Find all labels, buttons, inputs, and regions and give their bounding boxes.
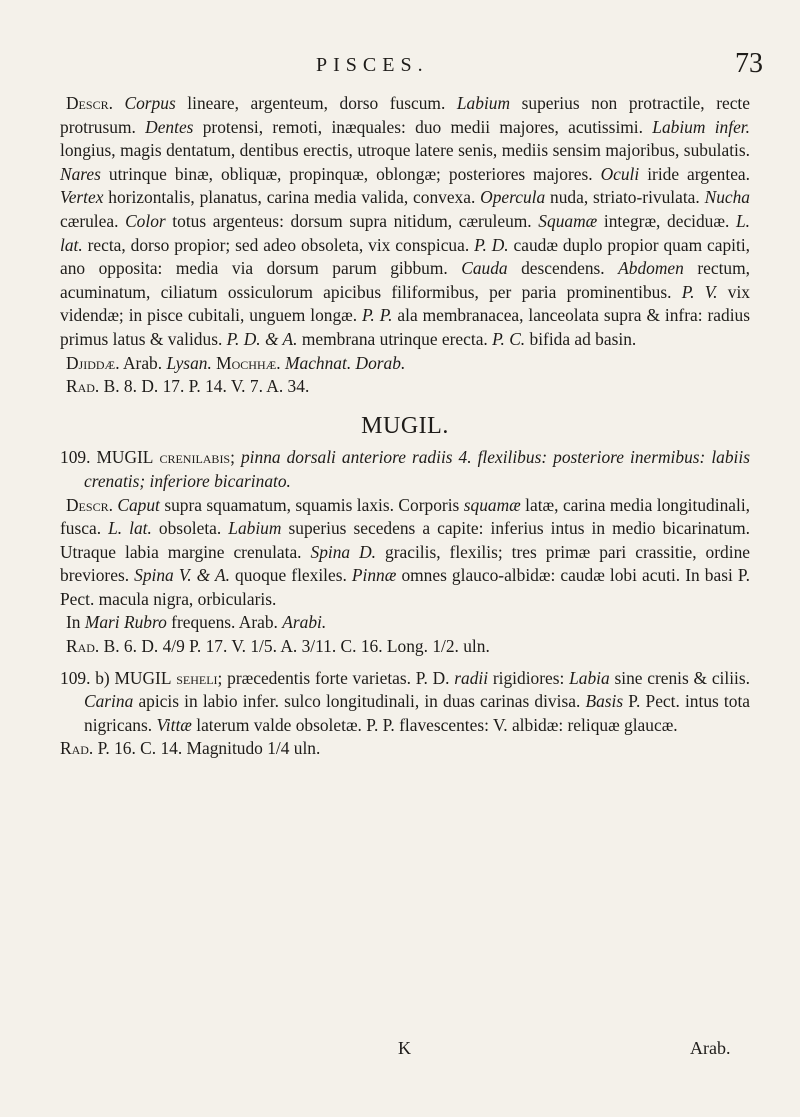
vernacular-name: Arabi. bbox=[282, 612, 327, 633]
species-entry bbox=[60, 446, 750, 493]
section-label: Rad. bbox=[60, 738, 94, 759]
text-run: vix videndæ; in pisce cubitali, unguem longæ. bbox=[60, 281, 750, 326]
text-run: rectum, acuminatum, ciliatum ossiculorum apicibus filiformibus, per paria prominentibus. bbox=[60, 258, 750, 302]
text-run: frequens. Arab. bbox=[166, 612, 283, 633]
text-run: latæ, carina media longitudinali, fusca. bbox=[60, 494, 750, 539]
page-text bbox=[60, 92, 750, 761]
text-run: recta, dorso propior; sed adeo obsoleta, vix conspicua. bbox=[82, 234, 475, 255]
term: P. D. bbox=[474, 234, 509, 255]
diagnosis: pinna dorsali anteriore radiis 4. flexilibus: posteriore inermibus: labiis crenatis; inferiore bicarinato. bbox=[84, 447, 750, 491]
text-run: In bbox=[66, 612, 85, 633]
text-run: gracilis, flexilis; tres primæ pari crassitie, ordine breviores. bbox=[60, 541, 750, 586]
text-run: ; præcedentis forte varietas. P. D. bbox=[217, 667, 455, 688]
term: P. D. & A. bbox=[226, 328, 298, 349]
term: Nares bbox=[60, 163, 101, 184]
names-paragraph bbox=[60, 352, 750, 376]
signature-mark: K bbox=[398, 1038, 411, 1058]
term: Color bbox=[125, 210, 166, 231]
variety-entry bbox=[60, 667, 750, 738]
text-run: quoque flexiles. bbox=[229, 565, 352, 586]
text-run: supra squamatum, squamis laxis. Corporis bbox=[159, 494, 464, 515]
term: P. C. bbox=[492, 328, 526, 349]
section-label: Descr. bbox=[66, 494, 113, 515]
text-run: membrana utrinque erecta. bbox=[297, 328, 493, 349]
running-head bbox=[0, 48, 800, 88]
habitat-paragraph bbox=[60, 611, 750, 635]
text-run: totus argenteus: dorsum supra nitidum, cæruleum. bbox=[165, 210, 539, 231]
genus-name: MUGIL bbox=[90, 447, 154, 468]
text-run: iride argentea. bbox=[639, 163, 750, 184]
fin-ray-counts: P. 16. C. 14. Magnitudo 1/4 uln. bbox=[93, 738, 321, 759]
text-run: omnes glauco-albidæ: caudæ lobi acuti. In basi P. Pect. macula nigra, orbicularis. bbox=[60, 565, 750, 609]
term: Caput bbox=[117, 494, 160, 515]
species-name: seheli bbox=[171, 667, 218, 688]
term: L. lat. bbox=[60, 210, 750, 255]
text-run: Arab. bbox=[119, 352, 167, 373]
page-number: 73 bbox=[735, 48, 763, 79]
term: Vittæ bbox=[156, 714, 192, 735]
section-label: Rad. bbox=[66, 376, 100, 397]
text-run: ; bbox=[230, 447, 241, 468]
term: Abdomen bbox=[618, 258, 684, 279]
term: Squamæ bbox=[538, 210, 598, 231]
term: Corpus bbox=[124, 93, 176, 113]
fin-ray-counts: B. 6. D. 4/9 P. 17. V. 1/5. A. 3/11. C. 16. Long. 1/2. uln. bbox=[99, 636, 490, 657]
term: Dentes bbox=[145, 116, 194, 137]
spacer bbox=[60, 659, 750, 667]
description-paragraph bbox=[60, 92, 750, 352]
radii-paragraph bbox=[60, 635, 750, 659]
text-run: utrinque binæ, obliquæ, propinquæ, oblongæ; posteriores majores. bbox=[100, 163, 601, 184]
term: L. lat. bbox=[108, 518, 152, 539]
text-run: caudæ duplo propior quam capiti, ano opposita: media via dorsum parum gibbum. bbox=[60, 234, 750, 279]
entry-number: 109. bbox=[60, 667, 91, 688]
radii-paragraph bbox=[60, 737, 750, 761]
term: P. P. bbox=[362, 305, 393, 326]
term: Spina D. bbox=[310, 541, 377, 562]
term: Labia bbox=[569, 667, 610, 688]
text-run: bifida ad basin. bbox=[525, 328, 637, 349]
locality-label: Mochhæ. bbox=[211, 352, 281, 373]
text-run: lineare, argenteum, dorso fuscum. bbox=[175, 93, 457, 113]
text-run: descendens. bbox=[507, 258, 619, 279]
term: Carina bbox=[84, 691, 134, 712]
text-run: superius non protractile, recte protrusum. bbox=[60, 93, 750, 137]
text-run: cærulea. bbox=[60, 210, 126, 231]
term: Pinnæ bbox=[351, 565, 397, 586]
term: Opercula bbox=[480, 187, 546, 208]
text-run: protensi, remoti, inæquales: duo medii majores, acutissimi. bbox=[193, 116, 653, 137]
genus-heading: MUGIL. bbox=[361, 412, 449, 439]
text-run: horizontalis, planatus, carina media valida, convexa. bbox=[103, 187, 481, 208]
term: Labium bbox=[456, 93, 511, 113]
radii-paragraph bbox=[60, 375, 750, 399]
catchword: Arab. bbox=[690, 1038, 731, 1058]
text-run: rigidiores: bbox=[488, 667, 570, 688]
running-title: PISCES. bbox=[316, 54, 429, 76]
fin-ray-counts: B. 8. D. 17. P. 14. V. 7. A. 34. bbox=[99, 376, 310, 397]
section-label: Descr. bbox=[66, 93, 113, 113]
term: Vertex bbox=[60, 187, 104, 208]
location: Mari Rubro bbox=[84, 612, 167, 633]
term: Basis bbox=[585, 691, 624, 712]
section-label: Rad. bbox=[66, 636, 100, 657]
term: Labium infer. bbox=[652, 116, 750, 137]
text-run: superius secedens a capite: inferius intus in medio bicarinatum. Utraque labia margine crenulata. bbox=[60, 518, 751, 562]
term: radii bbox=[454, 667, 489, 688]
term: squamæ bbox=[463, 494, 521, 515]
term: Labium bbox=[228, 518, 282, 539]
vernacular-name: Lysan. bbox=[166, 352, 212, 373]
text-run: integræ, deciduæ. bbox=[597, 210, 736, 231]
page-footer bbox=[0, 1038, 800, 1068]
term: Nucha bbox=[704, 187, 750, 208]
text-run: ala membranacea, lanceolata supra & infra: radius primus latus & validus. bbox=[60, 305, 751, 349]
text-run: P. Pect. intus tota nigricans. bbox=[84, 691, 750, 735]
text-run: laterum valde obsoletæ. P. P. flavescentes: V. albidæ: reliquæ glaucæ. bbox=[191, 714, 678, 735]
term: Cauda bbox=[461, 258, 508, 279]
species-name: crenilabis bbox=[153, 447, 231, 468]
text-run: nuda, striato-rivulata. bbox=[545, 187, 705, 208]
entry-number: 109. bbox=[60, 447, 91, 468]
text-run: longius, magis dentatum, dentibus erectis, utroque latere senis, mediis sensim majoribus, subulatis. bbox=[60, 140, 750, 161]
locality-label: Djiddæ. bbox=[66, 352, 120, 373]
term: Oculi bbox=[600, 163, 640, 184]
term: Spina V. & A. bbox=[134, 565, 230, 586]
text-run: obsoleta. bbox=[151, 518, 229, 539]
term: P. V. bbox=[681, 281, 718, 302]
text-run: sine crenis & ciliis. bbox=[609, 667, 750, 688]
text-run: apicis in labio infer. sulco longitudinali, in duas carinas divisa. bbox=[133, 691, 586, 712]
vernacular-name: Machnat. Dorab. bbox=[280, 352, 406, 373]
text-run: b) MUGIL bbox=[90, 667, 172, 688]
description-paragraph bbox=[60, 494, 750, 612]
